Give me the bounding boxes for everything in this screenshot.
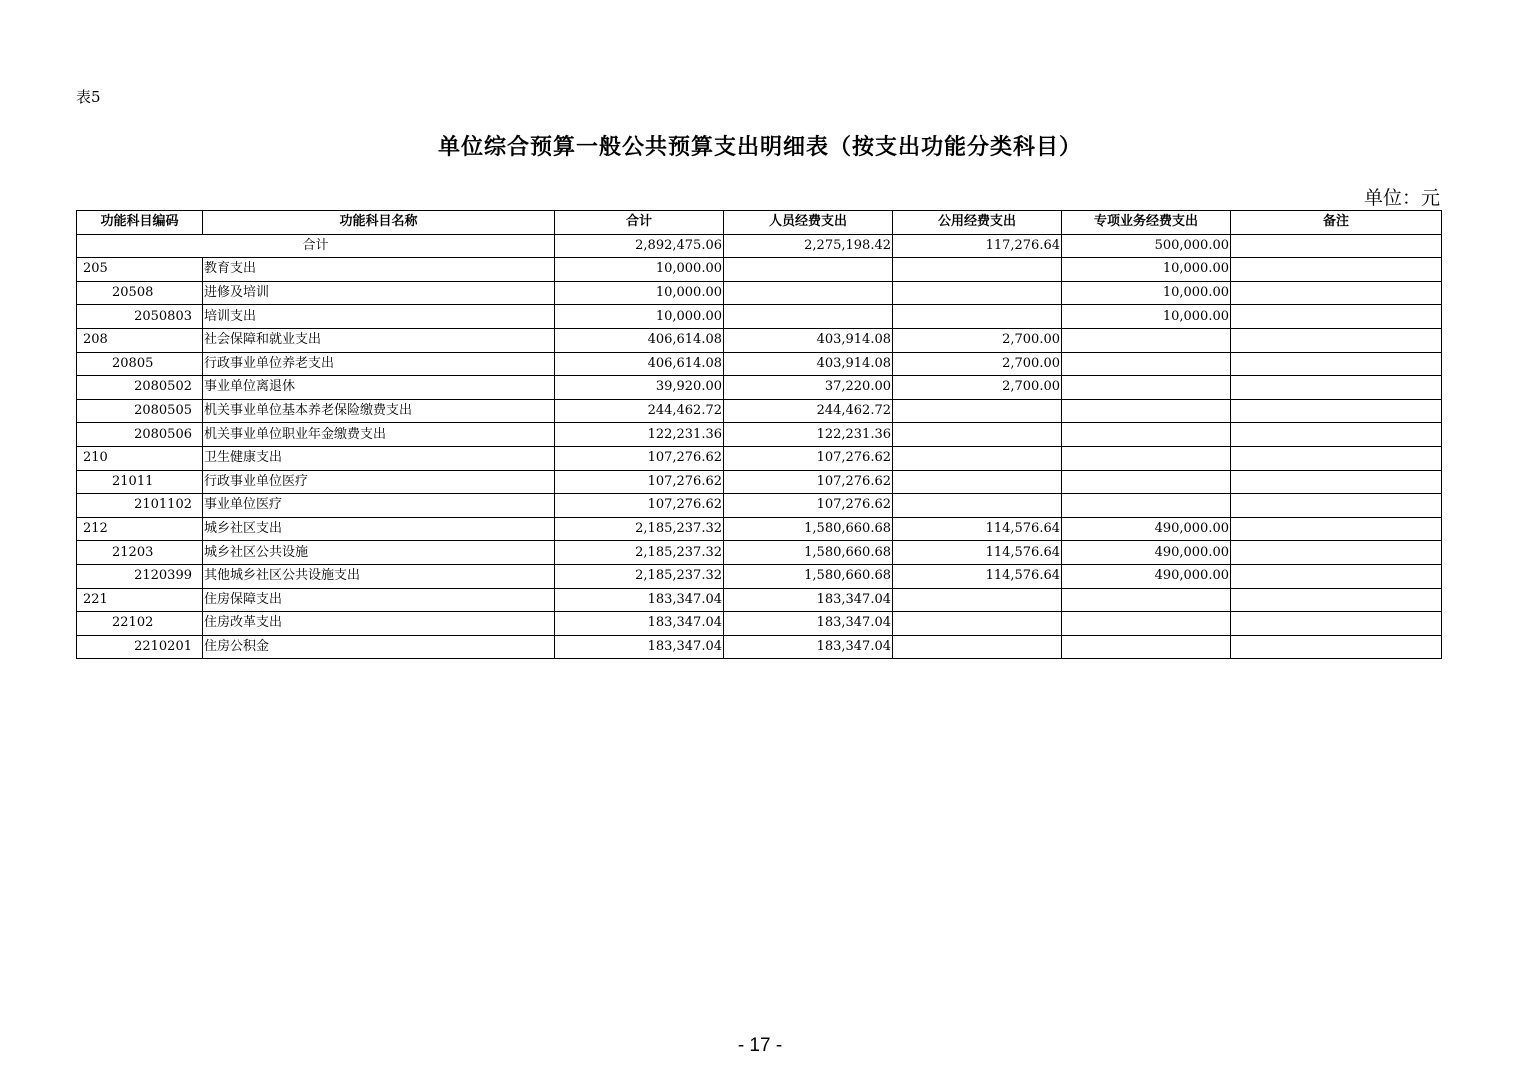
cell-code: 2101102 xyxy=(77,494,203,518)
table-row xyxy=(77,376,1442,400)
cell-public xyxy=(893,635,1062,659)
cell-name: 住房改革支出 xyxy=(203,612,555,636)
header-row xyxy=(77,211,1442,235)
cell-special xyxy=(1062,470,1231,494)
cell-name: 事业单位医疗 xyxy=(203,494,555,518)
table-row xyxy=(77,612,1442,636)
cell-personnel: 1,580,660.68 xyxy=(724,517,893,541)
table-row xyxy=(77,588,1442,612)
cell-name: 机关事业单位职业年金缴费支出 xyxy=(203,423,555,447)
table-row xyxy=(77,470,1442,494)
cell-total: 10,000.00 xyxy=(555,258,724,282)
cell-special: 10,000.00 xyxy=(1062,258,1231,282)
cell-note xyxy=(1231,517,1442,541)
cell-name: 城乡社区支出 xyxy=(203,517,555,541)
cell-special xyxy=(1062,612,1231,636)
header-public: 公用经费支出 xyxy=(893,211,1062,235)
cell-personnel xyxy=(724,305,893,329)
cell-public: 114,576.64 xyxy=(893,564,1062,588)
cell-personnel: 244,462.72 xyxy=(724,399,893,423)
unit-label: 单位：元 xyxy=(1363,187,1440,209)
cell-public xyxy=(893,423,1062,447)
table-row xyxy=(77,352,1442,376)
cell-special: 490,000.00 xyxy=(1062,564,1231,588)
header-total: 合计 xyxy=(555,211,724,235)
cell-special xyxy=(1062,588,1231,612)
cell-name: 卫生健康支出 xyxy=(203,446,555,470)
cell-personnel: 183,347.04 xyxy=(724,635,893,659)
total-label: 合计 xyxy=(77,234,555,258)
cell-note xyxy=(1231,446,1442,470)
cell-name: 机关事业单位基本养老保险缴费支出 xyxy=(203,399,555,423)
cell-total: 107,276.62 xyxy=(555,446,724,470)
header-code: 功能科目编码 xyxy=(77,211,203,235)
cell-public xyxy=(893,399,1062,423)
cell-public xyxy=(893,588,1062,612)
cell-note xyxy=(1231,399,1442,423)
cell-public: 114,576.64 xyxy=(893,541,1062,565)
cell-public: 114,576.64 xyxy=(893,517,1062,541)
cell-special: 10,000.00 xyxy=(1062,305,1231,329)
cell-note xyxy=(1231,376,1442,400)
cell-special xyxy=(1062,446,1231,470)
budget-table xyxy=(76,210,1442,659)
cell-note xyxy=(1231,281,1442,305)
cell-personnel: 403,914.08 xyxy=(724,352,893,376)
cell-note xyxy=(1231,612,1442,636)
cell-total: 406,614.08 xyxy=(555,328,724,352)
cell-name: 事业单位离退休 xyxy=(203,376,555,400)
cell-personnel: 107,276.62 xyxy=(724,470,893,494)
cell-personnel: 107,276.62 xyxy=(724,446,893,470)
cell-personnel: 1,580,660.68 xyxy=(724,541,893,565)
document-title: 单位综合预算一般公共预算支出明细表（按支出功能分类科目） xyxy=(437,134,1082,160)
table-row xyxy=(77,541,1442,565)
cell-special xyxy=(1062,376,1231,400)
cell-code: 221 xyxy=(77,588,203,612)
cell-name: 住房保障支出 xyxy=(203,588,555,612)
cell-code: 2050803 xyxy=(77,305,203,329)
header-special: 专项业务经费支出 xyxy=(1062,211,1231,235)
total-note xyxy=(1231,234,1442,258)
cell-total: 10,000.00 xyxy=(555,281,724,305)
cell-name: 行政事业单位养老支出 xyxy=(203,352,555,376)
table-row xyxy=(77,517,1442,541)
cell-total: 183,347.04 xyxy=(555,612,724,636)
table-row xyxy=(77,328,1442,352)
cell-total: 244,462.72 xyxy=(555,399,724,423)
cell-public xyxy=(893,612,1062,636)
cell-public: 2,700.00 xyxy=(893,352,1062,376)
cell-personnel: 403,914.08 xyxy=(724,328,893,352)
cell-special xyxy=(1062,328,1231,352)
cell-code: 2080506 xyxy=(77,423,203,447)
cell-total: 2,185,237.32 xyxy=(555,564,724,588)
cell-public xyxy=(893,494,1062,518)
cell-code: 22102 xyxy=(77,612,203,636)
cell-name: 教育支出 xyxy=(203,258,555,282)
cell-special: 490,000.00 xyxy=(1062,517,1231,541)
page-number: - 17 - xyxy=(737,1035,783,1056)
total-special: 500,000.00 xyxy=(1062,234,1231,258)
cell-note xyxy=(1231,588,1442,612)
cell-name: 社会保障和就业支出 xyxy=(203,328,555,352)
table-row xyxy=(77,494,1442,518)
table-row xyxy=(77,281,1442,305)
cell-public xyxy=(893,446,1062,470)
table-row xyxy=(77,258,1442,282)
cell-total: 107,276.62 xyxy=(555,494,724,518)
cell-code: 21011 xyxy=(77,470,203,494)
cell-note xyxy=(1231,352,1442,376)
total-sum: 2,892,475.06 xyxy=(555,234,724,258)
cell-special xyxy=(1062,352,1231,376)
cell-total: 183,347.04 xyxy=(555,588,724,612)
cell-total: 183,347.04 xyxy=(555,635,724,659)
cell-name: 进修及培训 xyxy=(203,281,555,305)
table-row xyxy=(77,399,1442,423)
cell-personnel: 107,276.62 xyxy=(724,494,893,518)
cell-code: 212 xyxy=(77,517,203,541)
header-note: 备注 xyxy=(1231,211,1442,235)
cell-total: 107,276.62 xyxy=(555,470,724,494)
cell-total: 2,185,237.32 xyxy=(555,517,724,541)
cell-public xyxy=(893,258,1062,282)
cell-personnel: 183,347.04 xyxy=(724,588,893,612)
cell-note xyxy=(1231,258,1442,282)
cell-code: 208 xyxy=(77,328,203,352)
table-row xyxy=(77,564,1442,588)
cell-special xyxy=(1062,635,1231,659)
cell-public xyxy=(893,281,1062,305)
cell-total: 2,185,237.32 xyxy=(555,541,724,565)
cell-code: 21203 xyxy=(77,541,203,565)
total-personnel: 2,275,198.42 xyxy=(724,234,893,258)
cell-note xyxy=(1231,564,1442,588)
cell-name: 培训支出 xyxy=(203,305,555,329)
cell-personnel xyxy=(724,258,893,282)
total-public: 117,276.64 xyxy=(893,234,1062,258)
cell-public xyxy=(893,305,1062,329)
table-row xyxy=(77,635,1442,659)
cell-code: 20508 xyxy=(77,281,203,305)
cell-note xyxy=(1231,494,1442,518)
cell-special: 10,000.00 xyxy=(1062,281,1231,305)
cell-total: 10,000.00 xyxy=(555,305,724,329)
cell-code: 20805 xyxy=(77,352,203,376)
cell-personnel: 122,231.36 xyxy=(724,423,893,447)
cell-total: 39,920.00 xyxy=(555,376,724,400)
cell-code: 210 xyxy=(77,446,203,470)
cell-total: 406,614.08 xyxy=(555,352,724,376)
table-row xyxy=(77,305,1442,329)
cell-public xyxy=(893,470,1062,494)
cell-code: 2080502 xyxy=(77,376,203,400)
cell-name: 住房公积金 xyxy=(203,635,555,659)
header-personnel: 人员经费支出 xyxy=(724,211,893,235)
cell-personnel: 37,220.00 xyxy=(724,376,893,400)
cell-code: 2120399 xyxy=(77,564,203,588)
total-row xyxy=(77,234,1442,258)
cell-personnel: 183,347.04 xyxy=(724,612,893,636)
header-name: 功能科目名称 xyxy=(203,211,555,235)
cell-code: 2080505 xyxy=(77,399,203,423)
cell-special: 490,000.00 xyxy=(1062,541,1231,565)
cell-name: 行政事业单位医疗 xyxy=(203,470,555,494)
cell-name: 城乡社区公共设施 xyxy=(203,541,555,565)
cell-note xyxy=(1231,328,1442,352)
table-row xyxy=(77,423,1442,447)
cell-note xyxy=(1231,635,1442,659)
cell-total: 122,231.36 xyxy=(555,423,724,447)
cell-special xyxy=(1062,494,1231,518)
cell-public: 2,700.00 xyxy=(893,376,1062,400)
cell-note xyxy=(1231,305,1442,329)
cell-special xyxy=(1062,399,1231,423)
cell-personnel xyxy=(724,281,893,305)
cell-special xyxy=(1062,423,1231,447)
cell-personnel: 1,580,660.68 xyxy=(724,564,893,588)
cell-code: 2210201 xyxy=(77,635,203,659)
cell-note xyxy=(1231,541,1442,565)
cell-note xyxy=(1231,423,1442,447)
cell-name: 其他城乡社区公共设施支出 xyxy=(203,564,555,588)
cell-public: 2,700.00 xyxy=(893,328,1062,352)
cell-code: 205 xyxy=(77,258,203,282)
cell-note xyxy=(1231,470,1442,494)
table-number: 表5 xyxy=(76,88,101,106)
table-row xyxy=(77,446,1442,470)
